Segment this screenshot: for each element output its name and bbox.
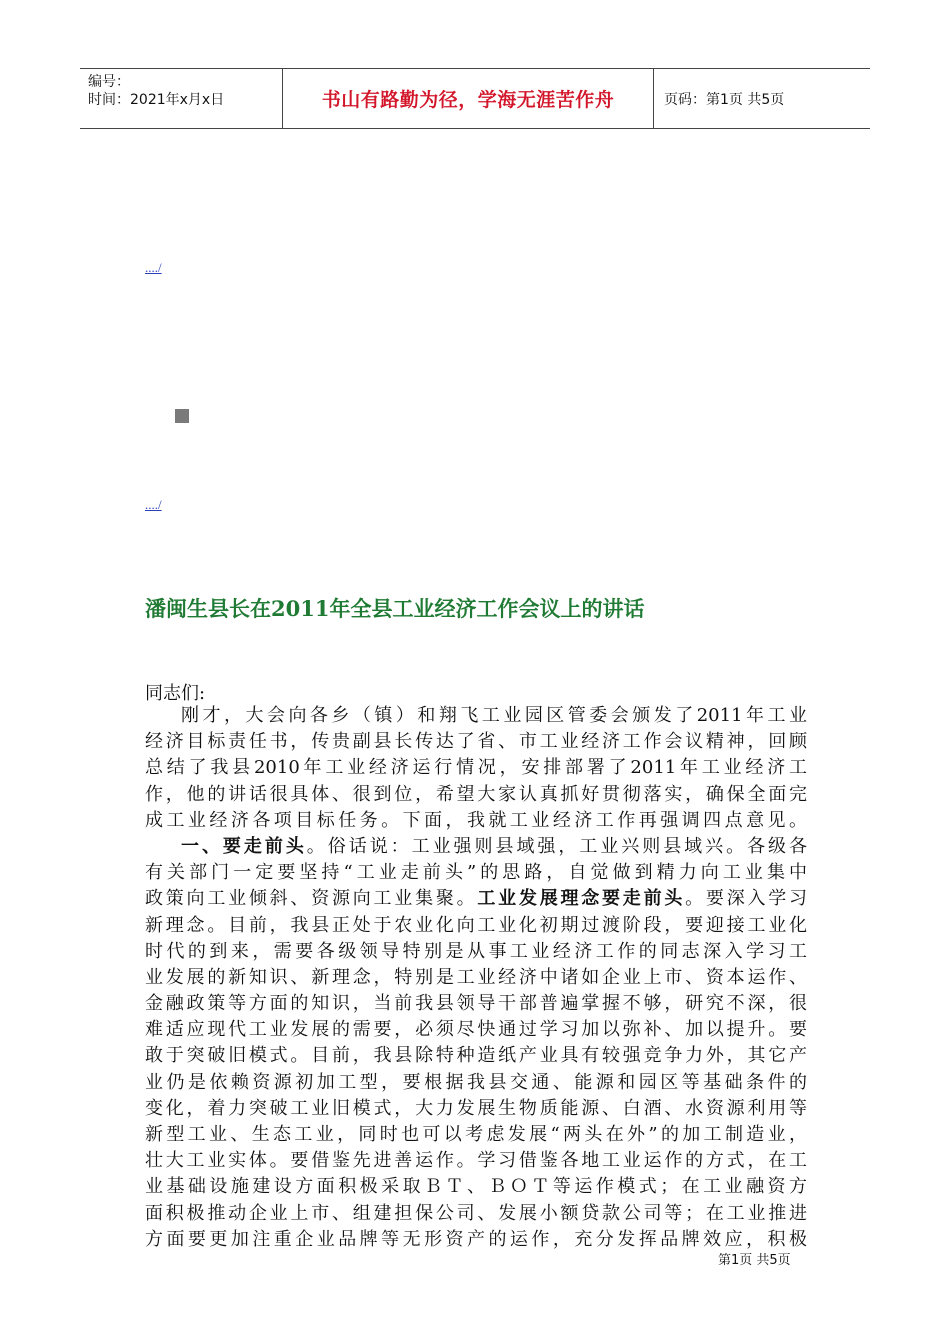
text-run: 。俗话说：工业强则县域强，工业兴则县域兴。各级各 (306, 835, 808, 857)
text-line (145, 1017, 807, 1043)
text-run: 面积极推动企业上市、组建担保公司、发展小额贷款公司等；在工业推进 (145, 1202, 807, 1224)
text-run: 总结了我县2010年工业经济运行情况，安排部署了2011年工业经济工 (145, 757, 807, 779)
second-link[interactable]: ..../ (145, 497, 162, 512)
text-line (145, 1096, 807, 1122)
text-run: 经济目标责任书，传贵副县长传达了省、市工业经济工作会议精神，回顾 (145, 731, 807, 753)
text-run: 业基础设施建设方面积极采取ＢＴ、ＢＯＴ等运作模式；在工业融资方 (145, 1176, 807, 1198)
document-time-label: 时间：2021年x月x日 (88, 92, 225, 108)
salutation: 同志们: (145, 683, 206, 704)
text-run: 难适应现代工业发展的需要，必须尽快通过学习加以弥补、加以提升。要 (145, 1019, 807, 1041)
document-title: 潘闽生县长在2011年全县工业经济工作会议上的讲话 (145, 596, 645, 621)
text-run: 新理念。目前，我县正处于农业化向工业化初期过渡阶段，要迎接工业化 (145, 914, 807, 936)
text-run: 刚才，大会向各乡（镇）和翔飞工业园区管委会颁发了2011年工业 (181, 705, 807, 726)
text-line (145, 860, 807, 886)
text-run: 变化，着力突破工业旧模式，大力发展生物质能源、白酒、水资源利用等 (145, 1097, 807, 1119)
text-run: 成工业经济各项目标任务。下面，我就工业经济工作再强调四点意见。 (145, 809, 807, 831)
text-run: 方面要更加注重企业品牌等无形资产的运作，充分发挥品牌效应，积极 (145, 1228, 807, 1250)
text-run: 壮大工业实体。要借鉴先进善运作。学习借鉴各地工业运作的方式，在工 (145, 1150, 807, 1172)
text-line (145, 991, 807, 1017)
text-line (145, 808, 807, 834)
text-line (145, 1070, 807, 1096)
text-line (145, 1148, 807, 1174)
text-run: 。要深入学习 (685, 888, 808, 910)
text-run: 政策向工业倾斜、资源向工业集聚。 (145, 888, 478, 910)
text-line (145, 834, 807, 860)
text-line (145, 1174, 807, 1200)
bold-phrase: 工业发展理念要走前头 (477, 888, 686, 910)
header-motto: 书山有路勤为径，学海无涯苦作舟 (282, 69, 654, 128)
text-line (145, 782, 807, 808)
top-link[interactable]: ..../ (145, 260, 162, 275)
header-meta (80, 69, 282, 128)
page-header (80, 68, 870, 129)
text-run: 金融政策等方面的知识，当前我县领导干部普遍掌握不够，研究不深，很 (145, 993, 807, 1015)
text-run: 敢于突破旧模式。目前，我县除特种造纸产业具有较强竞争力外，其它产 (145, 1045, 807, 1067)
document-code-label: 编号： (88, 74, 130, 90)
text-line (145, 1122, 807, 1148)
text-run: 时代的到来，需要各级领导特别是从事工业经济工作的同志深入学习工 (145, 940, 807, 962)
text-run: 业发展的新知识、新理念，特别是工业经济中诸如企业上市、资本运作、 (145, 966, 807, 988)
page-footer: 第1页 共5页 (718, 1253, 791, 1268)
speech-body (145, 703, 807, 1253)
square-bullet-icon (175, 409, 189, 423)
text-line (145, 729, 807, 755)
text-line (145, 965, 807, 991)
text-line (145, 703, 807, 729)
text-run: 业仍是依赖资源初加工型，要根据我县交通、能源和园区等基础条件的 (145, 1071, 807, 1093)
text-line (145, 939, 807, 965)
text-line (145, 1043, 807, 1069)
text-run: 作，他的讲话很具体、很到位，希望大家认真抓好贯彻落实，确保全面完 (145, 783, 807, 805)
text-line (145, 1227, 807, 1253)
text-line (145, 755, 807, 781)
bold-phrase: 一、要走前头 (181, 835, 307, 857)
text-run: 新型工业、生态工业，同时也可以考虑发展“两头在外”的加工制造业， (145, 1124, 807, 1145)
header-page-info: 页码：第1页 共5页 (664, 91, 785, 108)
text-line (145, 886, 807, 912)
text-line (145, 1201, 807, 1227)
text-line (145, 913, 807, 939)
text-run: 有关部门一定要坚持“工业走前头”的思路，自觉做到精力向工业集中 (145, 862, 807, 884)
